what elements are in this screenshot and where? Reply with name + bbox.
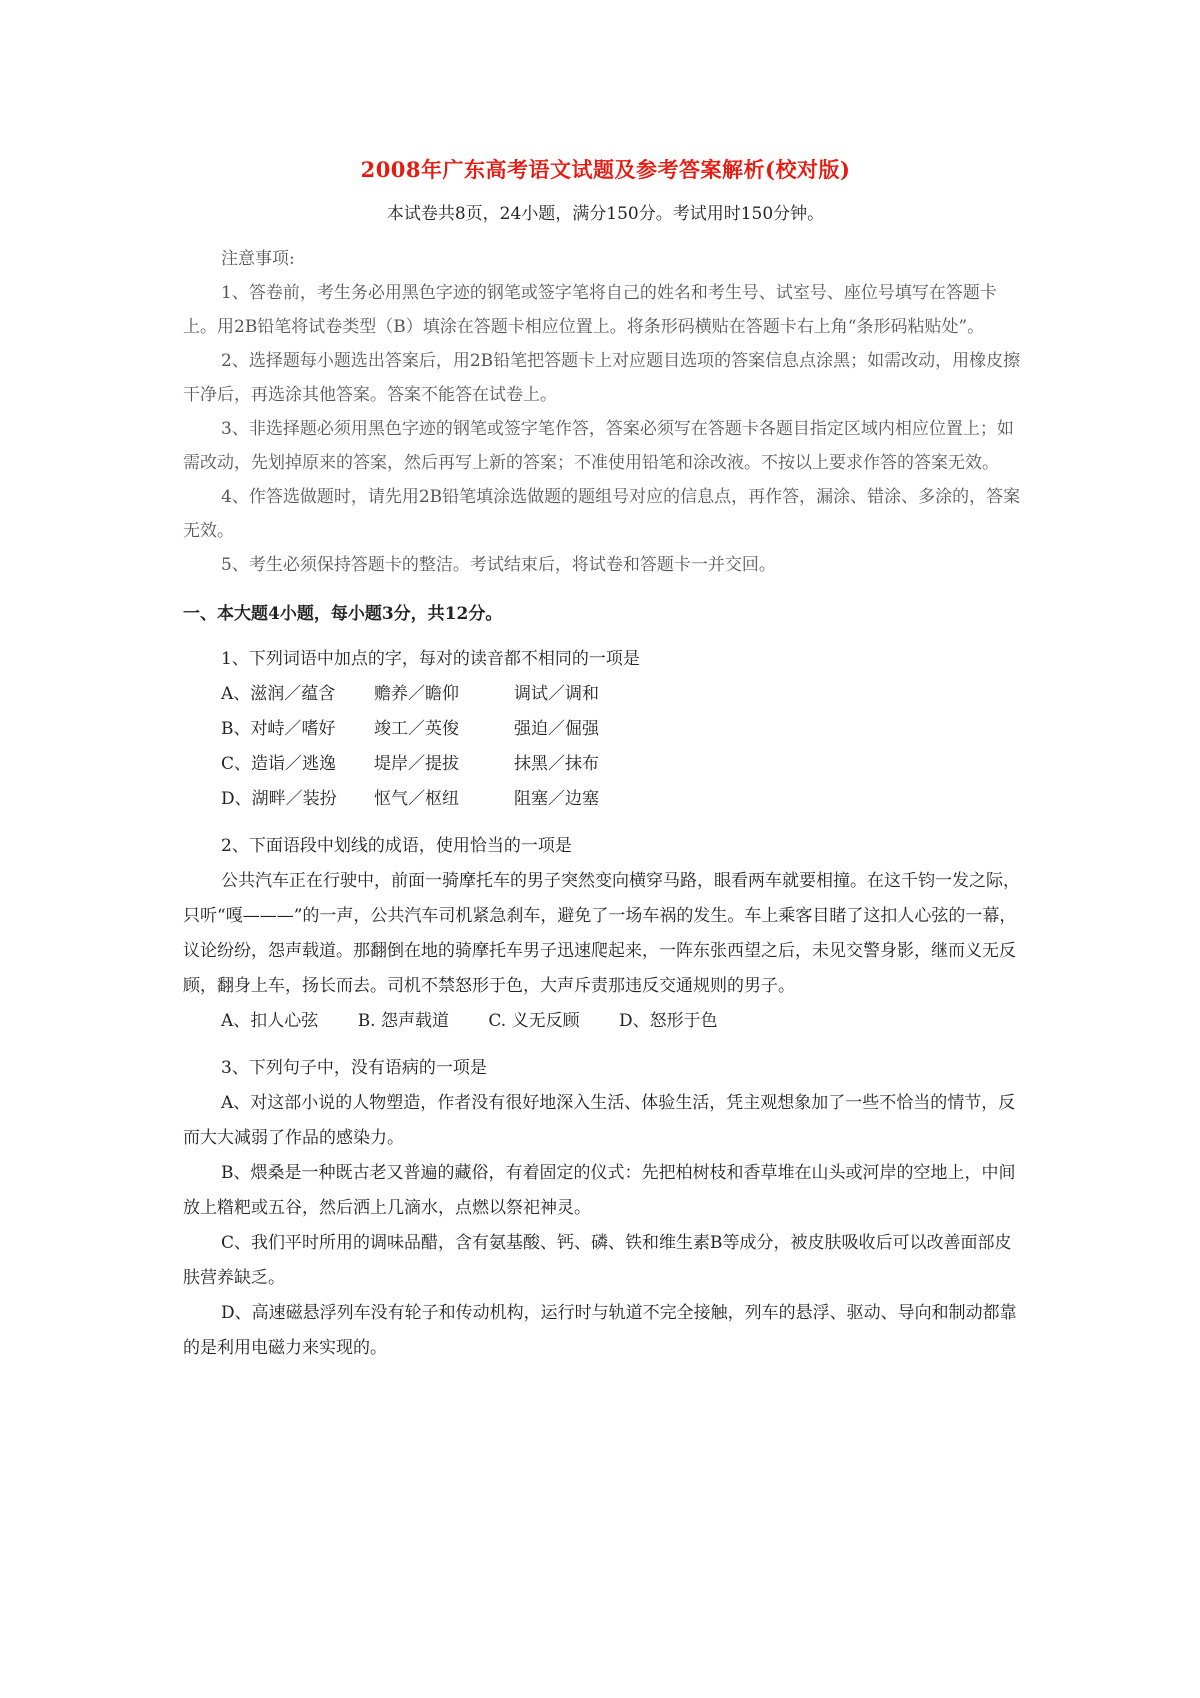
notes-section [183, 242, 1028, 582]
option-row [183, 712, 1028, 747]
option: D、怒形于色 [619, 1011, 718, 1031]
option: B. 怨声载道 [357, 1011, 449, 1031]
option-pair: 抹黑／抹布 [514, 754, 599, 774]
question-stem: 2、下面语段中划线的成语，使用恰当的一项是 [221, 836, 572, 856]
option-row [183, 747, 1028, 782]
question-1 [183, 642, 1028, 817]
option-row [183, 782, 1028, 817]
option-row [183, 677, 1028, 712]
option-pair: 赡养／瞻仰 [374, 684, 459, 704]
option-pair: 调试／调和 [514, 684, 599, 704]
notes-heading: 注意事项: [221, 249, 295, 269]
option: A、扣人心弦 [221, 1011, 319, 1031]
question-stem: 1、下列词语中加点的字，每对的读音都不相同的一项是 [221, 649, 640, 669]
option: D、高速磁悬浮列车没有轮子和传动机构，运行时与轨道不完全接触，列车的悬浮、驱动、导向和制动都靠的是利用电磁力来实现的。 [183, 1303, 1017, 1358]
note-item: 3、非选择题必须用黑色字迹的钢笔或签字笔作答，答案必须写在答题卡各题目指定区域内相应位置上；如需改动，先划掉原来的答案，然后再写上新的答案；不准使用铅笔和涂改液。不按以上要求作答的答案无效。 [183, 419, 1014, 473]
option: B、煨桑是一种既古老又普遍的藏俗，有着固定的仪式：先把柏树枝和香草堆在山头或河岸的空地上，中间放上糌粑或五谷，然后洒上几滴水，点燃以祭祀神灵。 [183, 1163, 1016, 1218]
option: A、对这部小说的人物塑造，作者没有很好地深入生活、体验生活，凭主观想象加了一些不恰当的情节，反而大大减弱了作品的感染力。 [183, 1093, 1016, 1148]
note-item: 4、作答选做题时，请先用2B铅笔填涂选做题的题组号对应的信息点，再作答，漏涂、错涂、多涂的，答案无效。 [183, 487, 1021, 541]
question-passage: 公共汽车正在行驶中，前面一骑摩托车的男子突然变向横穿马路，眼看两车就要相撞。在这千钧一发之际，只听“嘎———”的一声，公共汽车司机紧急刹车，避免了一场车祸的发生。车上乘客目睹了这扣人心弦的一幕，议论纷纷，怨声载道。那翻倒在地的骑摩托车男子迅速爬起来，一阵东张西望之后，未见交警身影，继而义无反顾，翻身上车，扬长而去。司机不禁怒形于色，大声斥责那违反交通规则的男子。 [183, 871, 1020, 996]
option-pair: D、湖畔／装扮 [221, 789, 337, 809]
option-pair: 强迫／倔强 [514, 719, 599, 739]
question-2 [183, 829, 1028, 1039]
option-pair: 堤岸／提拔 [374, 754, 459, 774]
option-pair: 阻塞／边塞 [514, 789, 599, 809]
note-item: 1、答卷前，考生务必用黑色字迹的钢笔或签字笔将自己的姓名和考生号、试室号、座位号填写在答题卡上。用2B铅笔将试卷类型（B）填涂在答题卡相应位置上。将条形码横贴在答题卡右上角“条形码粘贴处”。 [183, 283, 997, 337]
section-title: 一、本大题4小题，每小题3分，共12分。 [183, 604, 503, 624]
document-page [183, 150, 1028, 1366]
question-3 [183, 1051, 1028, 1366]
option-pair: B、对峙／嗜好 [221, 719, 336, 739]
page-title: 2008年广东高考语文试题及参考答案解析(校对版) [360, 157, 851, 182]
question-stem: 3、下列句子中，没有语病的一项是 [221, 1058, 487, 1078]
option-row [183, 1004, 1028, 1039]
option: C、我们平时所用的调味品醋，含有氨基酸、钙、磷、铁和维生素B等成分，被皮肤吸收后可以改善面部皮肤营养缺乏。 [183, 1233, 1012, 1288]
option: C. 义无反顾 [488, 1011, 580, 1031]
exam-info: 本试卷共8页，24小题，满分150分。考试用时150分钟。 [386, 204, 825, 224]
option-pair: 竣工／英俊 [374, 719, 459, 739]
option-pair: C、造诣／逃逸 [221, 754, 337, 774]
option-pair: A、滋润／蕴含 [221, 684, 336, 704]
option-pair: 怄气／枢纽 [374, 789, 459, 809]
note-item: 2、选择题每小题选出答案后，用2B铅笔把答题卡上对应题目选项的答案信息点涂黑；如需改动，用橡皮擦干净后，再选涂其他答案。答案不能答在试卷上。 [183, 351, 1021, 405]
note-item: 5、考生必须保持答题卡的整洁。考试结束后，将试卷和答题卡一并交回。 [221, 555, 776, 575]
